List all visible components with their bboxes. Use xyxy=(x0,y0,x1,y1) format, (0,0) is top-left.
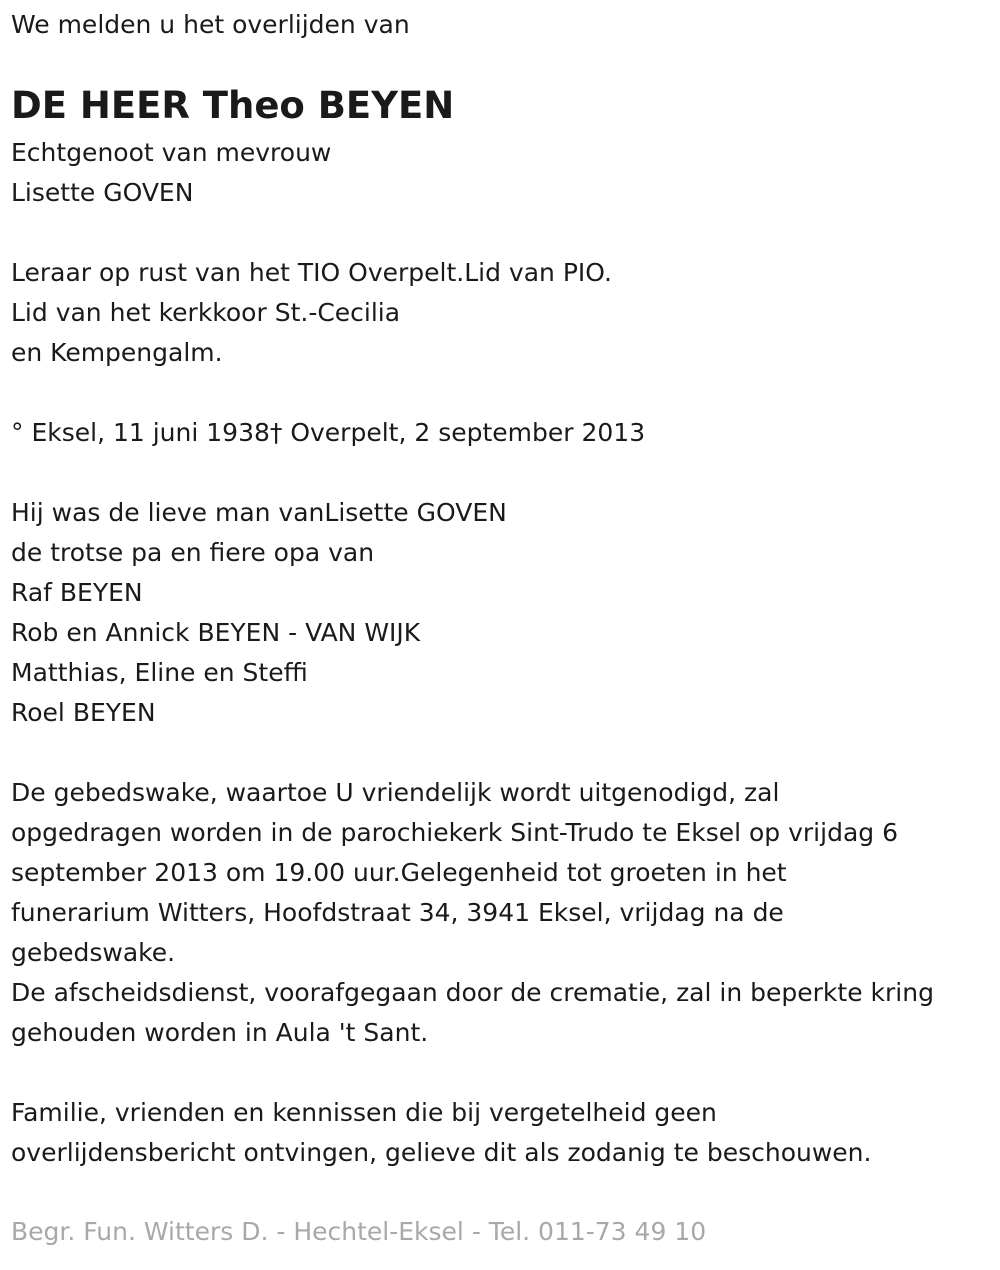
family-section xyxy=(11,493,507,733)
closing-line: Familie, vrienden en kennissen die bij vergetelheid geen xyxy=(11,1098,717,1127)
deceased-name: DE HEER Theo BEYEN xyxy=(11,84,455,127)
family-line: Matthias, Eline en Steffi xyxy=(11,658,308,687)
funeral-home-footer: Begr. Fun. Witters D. - Hechtel-Eksel - Tel. 011-73 49 10 xyxy=(11,1217,707,1246)
family-line: Raf BEYEN xyxy=(11,578,143,607)
ceremony-line: gebedswake. xyxy=(11,938,176,967)
spouse-section xyxy=(11,133,331,213)
ceremony-line: gehouden worden in Aula 't Sant. xyxy=(11,1018,429,1047)
ceremony-section xyxy=(11,773,934,1053)
ceremony-line: funerarium Witters, Hoofdstraat 34, 3941 Eksel, vrijdag na de xyxy=(11,898,784,927)
dates-section xyxy=(11,413,645,453)
ceremony-line: De afscheidsdienst, voorafgegaan door de crematie, zal in beperkte kring xyxy=(11,978,934,1007)
ceremony-line: opgedragen worden in de parochiekerk Sint-Trudo te Eksel op vrijdag 6 xyxy=(11,818,898,847)
spouse-line: Lisette GOVEN xyxy=(11,178,194,207)
closing-line: overlijdensbericht ontvingen, gelieve dit als zodanig te beschouwen. xyxy=(11,1138,872,1167)
family-line: de trotse pa en fiere opa van xyxy=(11,538,375,567)
birth-death-dates: ° Eksel, 11 juni 1938† Overpelt, 2 september 2013 xyxy=(11,418,646,447)
ceremony-line: september 2013 om 19.00 uur.Gelegenheid tot groeten in het xyxy=(11,858,787,887)
profession-line: en Kempengalm. xyxy=(11,338,223,367)
family-line: Rob en Annick BEYEN - VAN WIJK xyxy=(11,618,421,647)
ceremony-line: De gebedswake, waartoe U vriendelijk wordt uitgenodigd, zal xyxy=(11,778,780,807)
spouse-line: Echtgenoot van mevrouw xyxy=(11,138,332,167)
profession-line: Lid van het kerkkoor St.-Cecilia xyxy=(11,298,401,327)
closing-section xyxy=(11,1093,871,1173)
family-line: Hij was de lieve man vanLisette GOVEN xyxy=(11,498,507,527)
intro-text: We melden u het overlijden van xyxy=(11,10,410,39)
family-line: Roel BEYEN xyxy=(11,698,156,727)
profession-line: Leraar op rust van het TIO Overpelt.Lid van PIO. xyxy=(11,258,612,287)
profession-section xyxy=(11,253,612,373)
